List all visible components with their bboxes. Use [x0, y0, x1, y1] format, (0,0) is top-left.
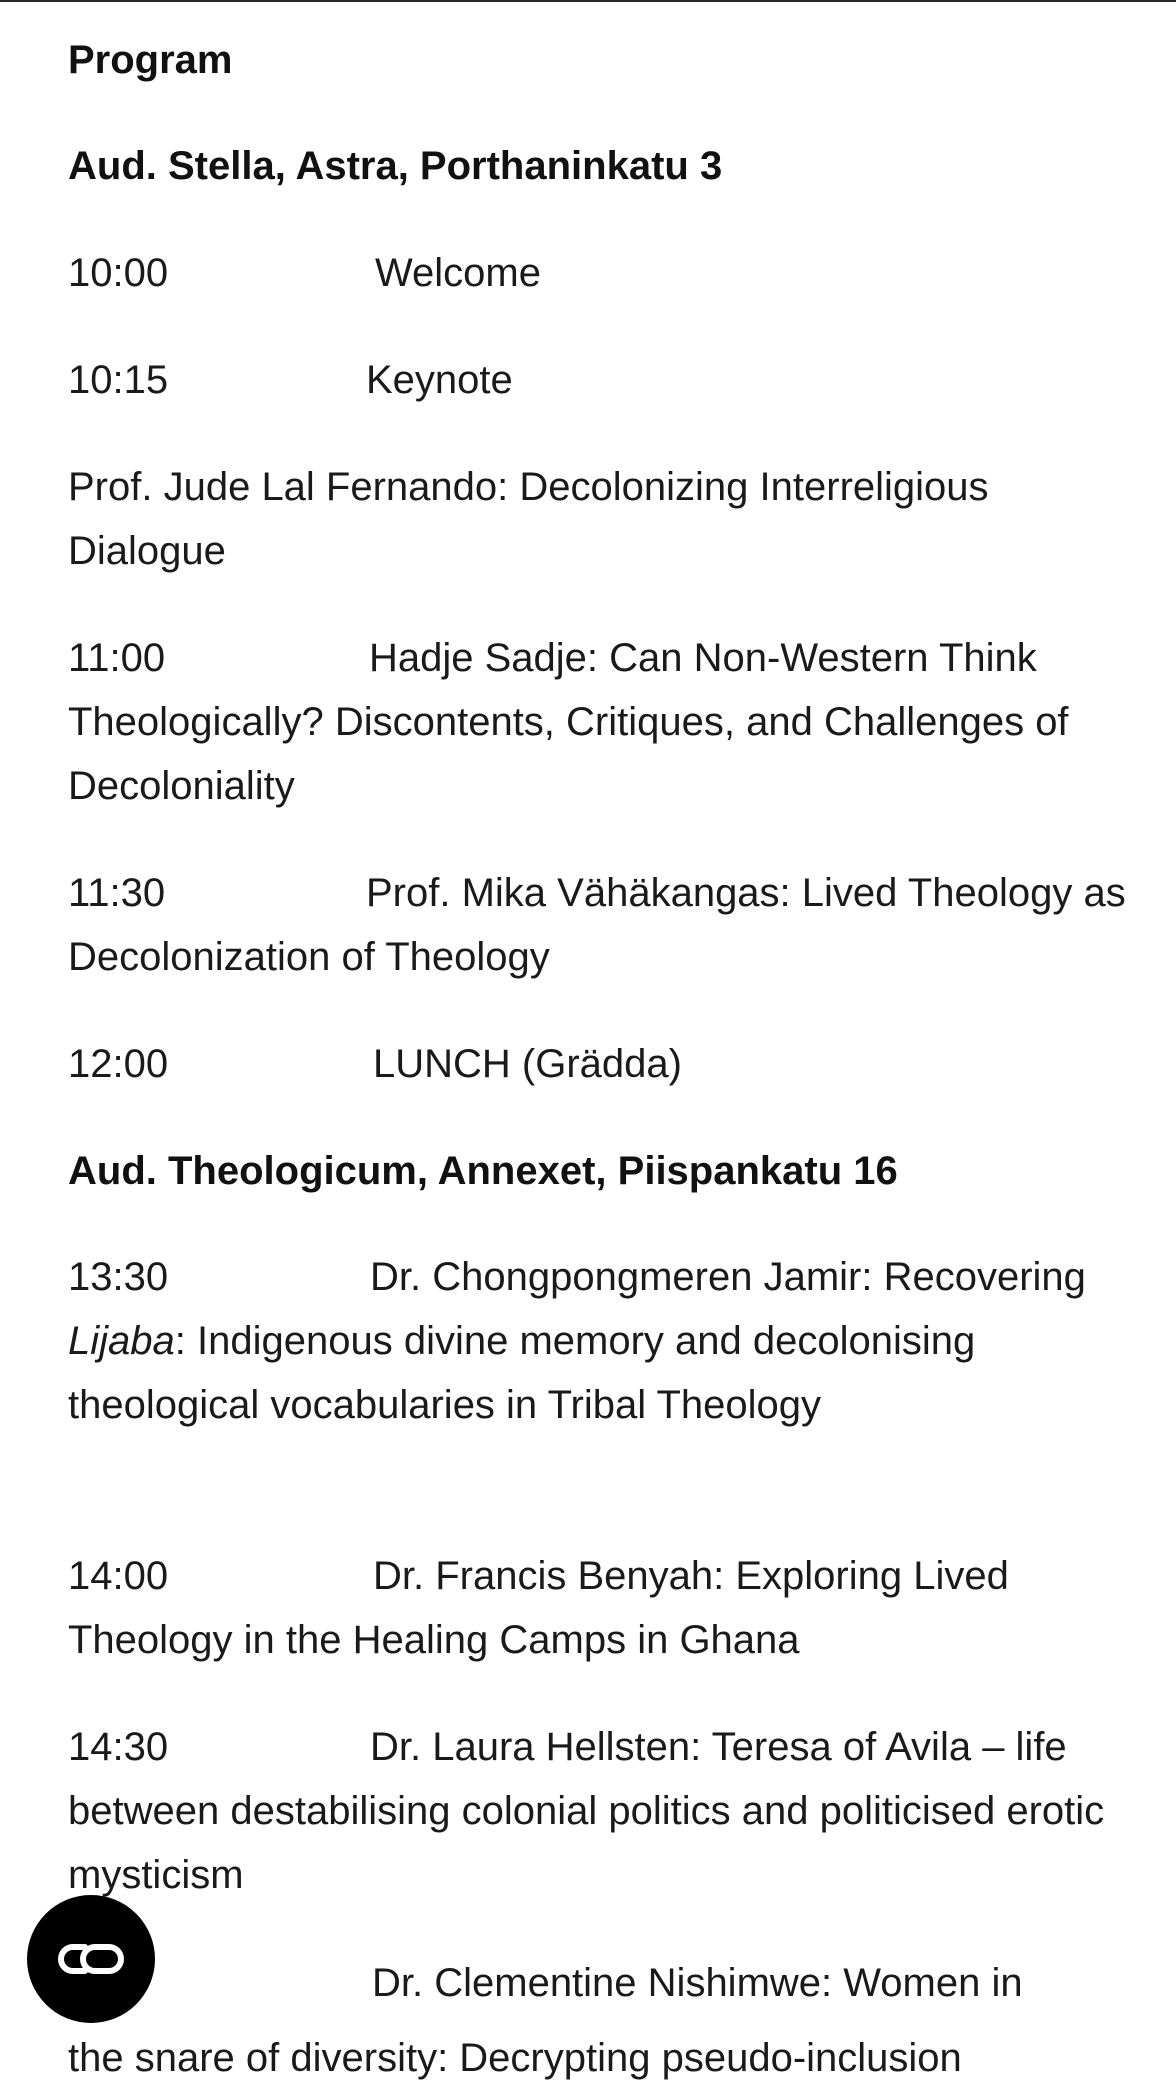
venue-heading-theologicum: Aud. Theologicum, Annexet, Piispankatu 16 — [68, 1149, 898, 1193]
schedule-text: Prof. Mika Vähäkangas: Lived Theology as Decolonization of Theology — [68, 871, 1126, 979]
schedule-text: Dr. Laura Hellsten: Teresa of Avila – life between destabilising colonial politics and politicised erotic mysticism — [68, 1725, 1105, 1897]
schedule-time: 12:00 — [68, 1042, 169, 1086]
schedule-text: Dr. Francis Benyah: Exploring Lived Theology in the Healing Camps in Ghana — [68, 1554, 1009, 1662]
schedule-time: 10:15 — [68, 358, 169, 402]
schedule-time: 11:30 — [68, 871, 166, 915]
venue-heading-stella: Aud. Stella, Astra, Porthaninkatu 3 — [68, 144, 723, 188]
schedule-item — [68, 1245, 1128, 1437]
schedule-time: 14:00 — [68, 1554, 169, 1598]
top-border — [0, 0, 1176, 2]
schedule-item — [68, 1715, 1128, 1907]
schedule-text-part: Dr. Chongpongmeren Jamir: Recovering — [370, 1255, 1086, 1299]
schedule-text-cutoff: the snare of diversity: Decrypting pseudo-inclusion — [68, 2036, 962, 2080]
cookie-settings-button[interactable] — [27, 1895, 155, 2023]
schedule-text: Hadje Sadje: Can Non-Western Think Theologically? Discontents, Critiques, and Challenges of Decoloniality — [68, 636, 1069, 808]
cookie-settings-icon — [55, 1941, 127, 1977]
schedule-item — [68, 241, 1128, 305]
schedule-text: LUNCH (Grädda) — [373, 1042, 682, 1086]
schedule-time: 13:30 — [68, 1255, 169, 1299]
schedule-text-part: : Indigenous divine memory and decolonising theological vocabularies in Tribal Theology — [68, 1319, 976, 1427]
schedule-time: 10:00 — [68, 251, 169, 295]
schedule-item — [68, 1951, 1128, 2015]
schedule-text: Dr. Clementine Nishimwe: Women in — [372, 1961, 1023, 2005]
schedule-time: 11:00 — [68, 636, 166, 680]
schedule-time: 14:30 — [68, 1725, 169, 1769]
schedule-item — [68, 1032, 1128, 1096]
schedule-item — [68, 348, 1128, 412]
keynote-speaker: Prof. Jude Lal Fernando: Decolonizing Interreligious Dialogue — [68, 465, 989, 573]
schedule-text: Welcome — [375, 251, 541, 295]
page-title: Program — [68, 38, 233, 82]
schedule-text-emphasis: Lijaba — [68, 1319, 175, 1363]
schedule-item — [68, 861, 1128, 989]
schedule-text: Keynote — [366, 358, 513, 402]
schedule-item — [68, 626, 1128, 818]
schedule-item — [68, 1544, 1128, 1672]
